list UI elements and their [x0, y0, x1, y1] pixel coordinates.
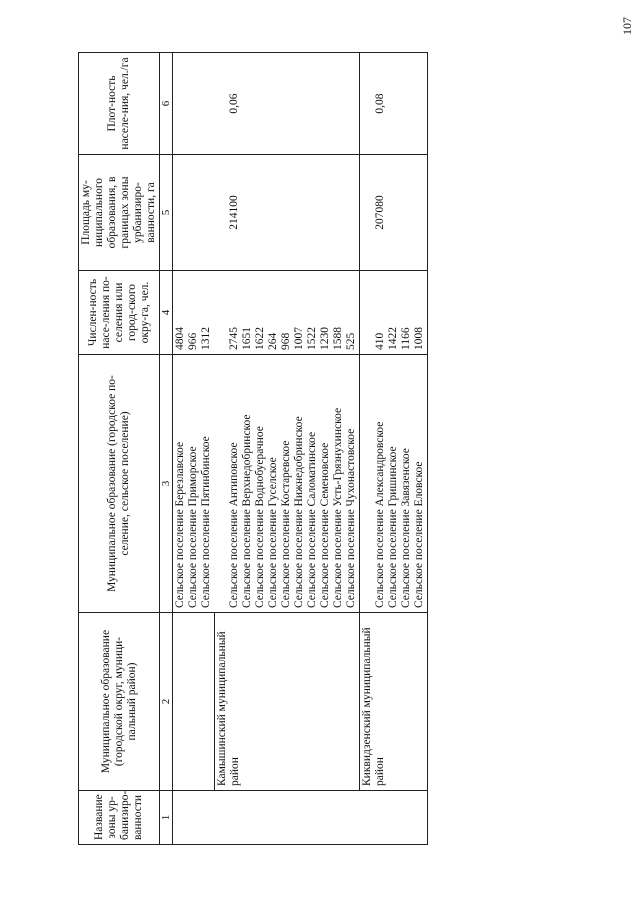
- density-cell: 0,06: [214, 53, 360, 155]
- header-settlement: Муниципальное образование (городское по-селение, сельское поселение): [79, 355, 160, 613]
- column-number: 4: [160, 271, 173, 355]
- column-number: 6: [160, 53, 173, 155]
- urbanization-table: [78, 52, 428, 845]
- population-list: 4804 966 1312: [173, 271, 215, 355]
- area-cell: 207080: [360, 155, 428, 271]
- district-cell: [173, 613, 215, 791]
- area-cell: 214100: [214, 155, 360, 271]
- column-number: 1: [160, 791, 173, 845]
- page-number: 107: [620, 17, 634, 35]
- header-municipal-district: Муниципальное образование (городской округ, муници-пальный район): [79, 613, 160, 791]
- header-density: Плот-ность населе-ния, чел./га: [79, 53, 160, 155]
- area-cell: [173, 155, 215, 271]
- column-number: 3: [160, 355, 173, 613]
- density-cell: [173, 53, 215, 155]
- zone-name-cell: [173, 791, 428, 845]
- settlement-list: Сельское поселение Антиповское Сельское поселение Верхнедобринское Сельское поселение Воднобуерачное Сельское поселение Гуселское Сельское поселение Костаревское Сельское поселение Нижнедобринское Сельское поселение Саломатинское Сельское поселение Семеновское Сельское поселение Усть-Грязнухинское Сельское поселение Чухонастовское: [214, 355, 360, 613]
- table-row: [360, 53, 428, 845]
- table-row: [214, 53, 360, 845]
- district-cell: Киквидзенский муниципальный район: [360, 613, 428, 791]
- column-number: 2: [160, 613, 173, 791]
- settlement-list: Сельское поселение Березлавское Сельское поселение Приморское Сельское поселение Пятинбинское: [173, 355, 215, 613]
- settlement-list: Сельское поселение Александровское Сельское поселение Гришинское Сельское поселение Завязенское Сельское поселение Еловское: [360, 355, 428, 613]
- column-number: 5: [160, 155, 173, 271]
- table-row: [173, 53, 215, 845]
- density-cell: 0,08: [360, 53, 428, 155]
- column-number-row: [160, 53, 173, 845]
- table-header-row: [79, 53, 160, 845]
- district-cell: Камышинский муниципальный район: [214, 613, 360, 791]
- header-area: Площадь му-ниципального образования, в границах зоны урбанизиро-ванности, га: [79, 155, 160, 271]
- population-list: 410 1422 1166 1008: [360, 271, 428, 355]
- header-population: Числен-ность насе-ления по-селения или город-ского окру-га, чел.: [79, 271, 160, 355]
- population-list: 2745 1651 1622 264 968 1007 1522 1230 1588 525: [214, 271, 360, 355]
- header-zone-name: Название зоны ур-банизиро-ванности: [79, 791, 160, 845]
